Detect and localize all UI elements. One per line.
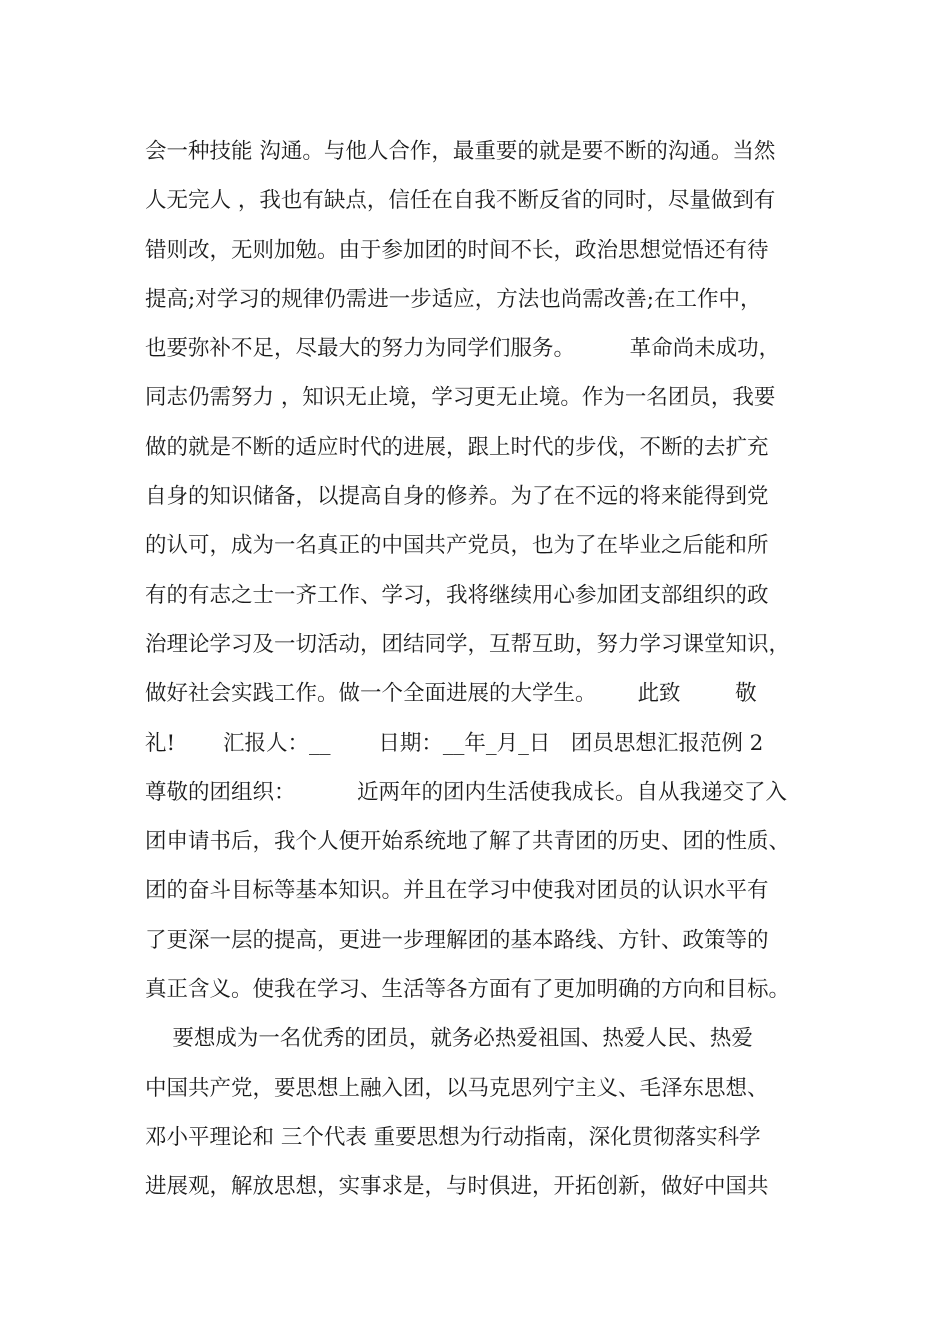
text-line: 做的就是不断的适应时代的进展，跟上时代的步伐，不断的去扩充 <box>145 434 769 460</box>
text-line: 要想成为一名优秀的团员，就务必热爱祖国、热爱人民、热爱 <box>145 1026 753 1052</box>
text-line: 邓小平理论和 三个代表 重要思想为行动指南，深化贯彻落实科学 <box>145 1124 761 1150</box>
text-line: 人无完人 ，我也有缺点，信任在自我不断反省的同时，尽量做到有 <box>145 188 776 214</box>
text-line: 有的有志之士一齐工作、学习，我将继续用心参加团支部组织的政 <box>145 582 769 608</box>
text-line: 真正含义。使我在学习、生活等各方面有了更加明确的方向和目标。 <box>145 977 791 1003</box>
text-line: 礼! 汇报人：__ 日期：__年_月_日 团员思想汇报范例 2 <box>145 730 764 756</box>
text-line: 团的奋斗目标等基本知识。并且在学习中使我对团员的认识水平有 <box>145 878 769 904</box>
text-line: 做好社会实践工作。做一个全面进展的大学生。 此致 敬 <box>145 681 757 707</box>
text-line: 尊敬的团组织： 近两年的团内生活使我成长。自从我递交了入 <box>145 779 788 805</box>
text-line: 了更深一层的提高，更进一步理解团的基本路线、方针、政策等的 <box>145 927 769 953</box>
text-line: 中国共产党，要思想上融入团，以马克思列宁主义、毛泽东思想、 <box>145 1075 769 1101</box>
text-line: 自身的知识储备，以提高自身的修养。为了在不远的将来能得到党 <box>145 484 769 510</box>
text-line: 的认可，成为一名真正的中国共产党员，也为了在毕业之后能和所 <box>145 533 769 559</box>
text-line: 也要弥补不足，尽最大的努力为同学们服务。 革命尚未成功， <box>145 336 781 362</box>
text-line: 提高;对学习的规律仍需进一步适应，方法也尚需改善;在工作中， <box>145 286 762 312</box>
text-line: 进展观，解放思想，实事求是，与时俱进，开拓创新，做好中国共 <box>145 1174 769 1200</box>
text-line: 会一种技能 沟通。与他人合作，最重要的就是要不断的沟通。当然 <box>145 139 776 164</box>
body-text <box>145 132 815 1217</box>
text-line: 治理论学习及一切活动，团结同学，互帮互助，努力学习课堂知识， <box>145 631 791 657</box>
text-line: 同志仍需努力 ，知识无止境，学习更无止境。作为一名团员，我要 <box>145 385 776 411</box>
text-line: 团申请书后，我个人便开始系统地了解了共青团的历史、团的性质、 <box>145 829 791 855</box>
text-line: 错则改，无则加勉。由于参加团的时间不长，政治思想觉悟还有待 <box>145 237 769 263</box>
